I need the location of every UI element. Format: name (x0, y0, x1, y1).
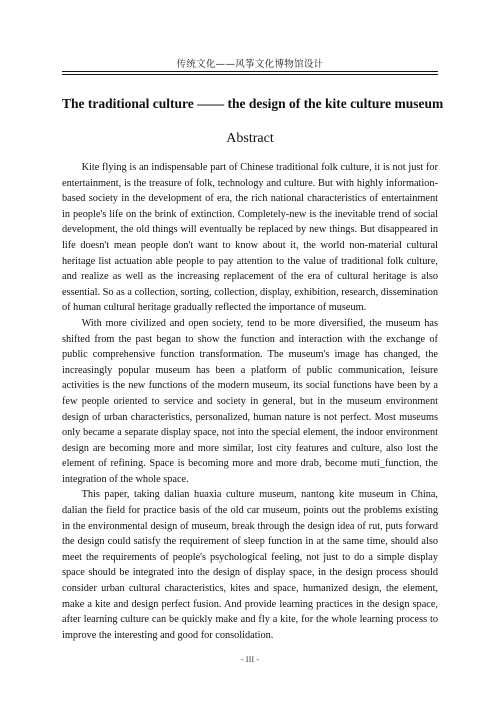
running-header: 传统文化——风筝文化博物馆设计 (176, 59, 324, 70)
abstract-heading: Abstract (226, 131, 274, 146)
header-rule-thick (62, 71, 438, 72)
abstract-paragraph: This paper, taking dalian huaxia culture museum, nantong kite museum in China, dalian the field for practice basis of the old car museum, points out the problems existing in the environmental design of museum, break through the design idea of rut, puts forward the design could satisfy the requirement of sleep function in at the same time, should also meet the requirements of people's psychological feeling, not just to do a simple display space should be integrated into the design of display space, in the design process should consider urban cultural characteristics, kites and space, humanized design, the element, make a kite and design perfect fusion. And provide learning practices in the design space, after learning culture can be quickly make and fly a kite, for the whole learning process to improve the interesting and good for consolidation. (62, 489, 438, 641)
abstract-paragraph: Kite flying is an indispensable part of Chinese traditional folk culture, it is not just for entertainment, is the treasure of folk, technology and culture. But with highly information-based society in the development of era, the rich national characteristics of entertainment in people's life on the brink of extinction. Completely-new is the inevitable trend of social development, the old things will eventually be replaced by new things. But disappeared in life doesn't mean people don't want to know about it, the world non-material cultural heritage list actuation able people to pay attention to the value of traditional folk culture, and realize as well as the increasing replacement of the era of cultural heritage is also essential. So as a collection, sorting, collection, display, exhibition, research, dissemination of human cultural heritage gradually reflected the importance of museum. (62, 162, 438, 314)
page-number: - III - (240, 654, 260, 664)
abstract-paragraph: With more civilized and open society, tend to be more diversified, the museum has shifted from the past began to show the function and interaction with the exchange of public comprehensive function transformation. The museum's image has changed, the increasingly popular museum has been a platform of public communication, leisure activities is the new functions of the modern museum, its social functions have been by a few people oriented to service and society in general, but in the museum environment design of urban characteristics, personalized, human nature is not perfect. Most museums only became a separate display space, not into the special element, the indoor environment design are becoming more and more similar, lost city features and culture, also lost the element of refining. Space is becoming more and more drab, become muti_function, the integration of the whole space. (62, 317, 438, 485)
paper-title: The traditional culture —— the design of the kite culture museum (62, 96, 444, 111)
header-rule-thin (62, 74, 438, 75)
abstract-body (62, 160, 438, 643)
